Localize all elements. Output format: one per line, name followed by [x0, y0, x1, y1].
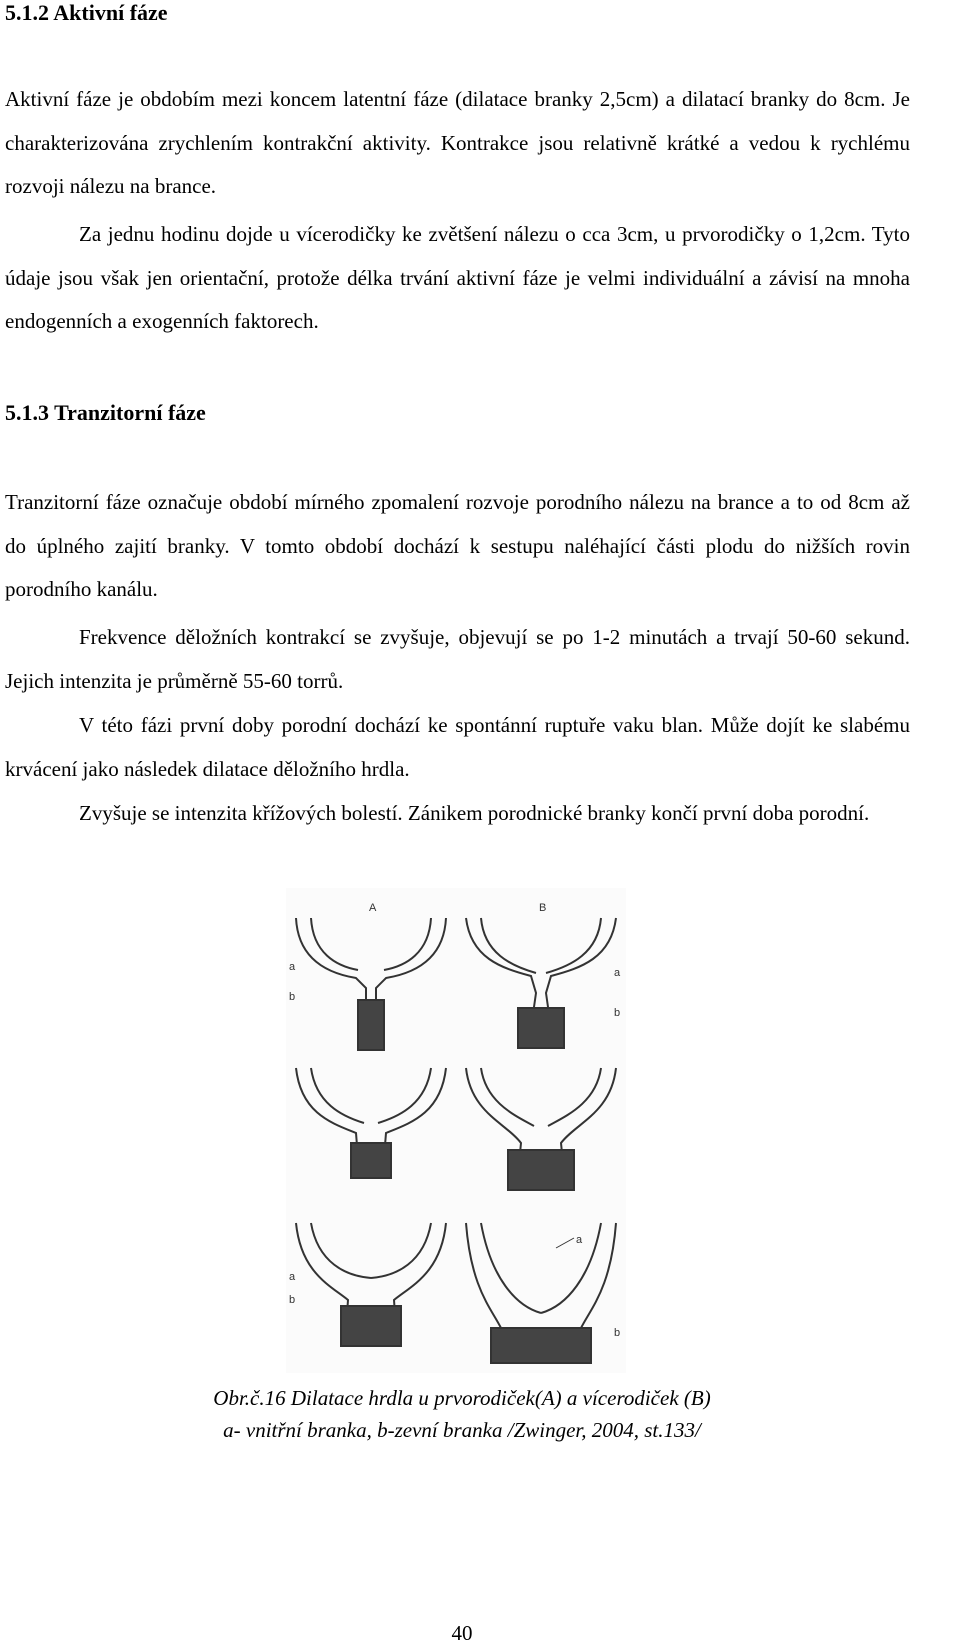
label-a-row1-col-b: a [614, 967, 621, 979]
paragraph-transition-2: Frekvence děložních kontrakcí se zvyšuje, objevují se po 1-2 minutách a trvají 50-60 sekund. Jejich intenzita je průměrně 55-60 torrů. [5, 625, 910, 693]
heading-active-phase: 5.1.2 Aktivní fáze [5, 0, 168, 25]
paragraph-transition-1: Tranzitorní fáze označuje období mírného zpomalení rozvoje porodního nálezu na brance a to od 8cm až do úplného zajití branky. V tomto období dochází k sestupu naléhající části plodu do nižších rovin porodního kanálu. [5, 490, 910, 601]
label-a-row3-col-a: a [289, 1271, 296, 1283]
column-label-a: A [369, 902, 377, 914]
page-number: 40 [451, 1621, 473, 1645]
paragraph-active-2: Za jednu hodinu dojde u vícerodičky ke zvětšení nálezu o cca 3cm, u prvorodičky o 1,2cm. Tyto údaje jsou však jen orientační, protože délka trvání aktivní fáze je velmi individuální a závisí na mnoha endogenních a exogenních faktorech. [5, 222, 910, 333]
label-b-row1-col-a: b [289, 991, 296, 1003]
label-b-row3-col-a: b [289, 1294, 296, 1306]
label-a-row3-col-b: a [576, 1234, 583, 1246]
label-a-row1-col-a: a [289, 961, 296, 973]
figure-caption-line-2: a- vnitřní branka, b-zevní branka /Zwinger, 2004, st.133/ [223, 1418, 701, 1442]
paragraph-transition-3: V této fázi první doby porodní dochází ke spontánní ruptuře vaku blan. Může dojít ke slabému krvácení jako následek dilatace děložního hrdla. [5, 713, 910, 781]
paragraph-transition-4: Zvyšuje se intenzita křížových bolestí. Zánikem porodnické branky končí první doba porodní. [79, 801, 870, 825]
paragraph-active-1: Aktivní fáze je obdobím mezi koncem latentní fáze (dilatace branky 2,5cm) a dilatací branky do 8cm. Je charakterizována zrychlením kontrakční aktivity. Kontrakce jsou relativně krátké a vedou k rychlému rozvoji nálezu na brance. [5, 87, 910, 198]
cervix-dilation-figure [286, 888, 626, 1373]
cervix-dilation-drawing [286, 888, 626, 1373]
heading-transition-phase: 5.1.3 Tranzitorní fáze [5, 400, 206, 425]
label-b-row1-col-b: b [614, 1007, 621, 1019]
label-b-row3-col-b: b [614, 1327, 621, 1339]
figure-caption-line-1: Obr.č.16 Dilatace hrdla u prvorodiček(A) a vícerodiček (B) [213, 1386, 711, 1410]
column-label-b: B [539, 902, 547, 914]
